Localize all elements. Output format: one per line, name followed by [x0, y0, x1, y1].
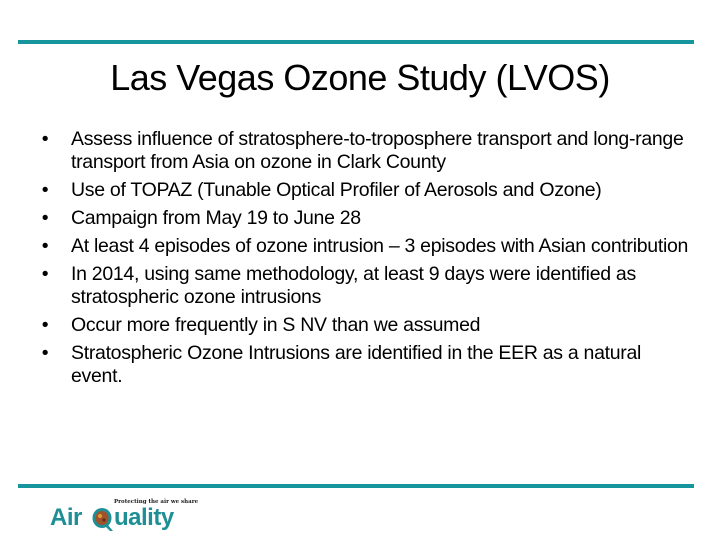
bullet-dot-icon: • [41, 128, 49, 150]
logo-tagline: Protecting the air we share [114, 499, 199, 505]
bullet-text: Campaign from May 19 to June 28 [71, 207, 361, 229]
bullet-dot-icon: • [41, 235, 49, 257]
bullet-text: Occur more frequently in S NV than we assumed [71, 314, 481, 336]
bullet-text: Stratospheric Ozone Intrusions are identified in the EER as a natural event. [71, 342, 642, 387]
slide-title: Las Vegas Ozone Study (LVOS) [110, 57, 610, 98]
top-divider-rule [18, 40, 694, 44]
logo-word-uality: uality [114, 504, 174, 531]
bullet-text: Assess influence of stratosphere-to-troposphere transport and long-range transport from Asia on ozone in Clark County [71, 128, 684, 173]
air-quality-q-emblem-icon [91, 507, 113, 531]
bullet-dot-icon: • [41, 342, 49, 364]
bullet-text: At least 4 episodes of ozone intrusion – 3 episodes with Asian contribution [71, 235, 689, 257]
bullet-dot-icon: • [41, 179, 49, 201]
logo-word-air: Air [50, 504, 82, 531]
bottom-divider-rule [18, 484, 694, 488]
bullet-dot-icon: • [41, 314, 49, 336]
bullet-item [34, 207, 694, 230]
bullet-item [34, 235, 694, 258]
bullet-text: In 2014, using same methodology, at least 9 days were identified as stratospheric ozone intrusions [71, 263, 636, 308]
air-quality-logo [48, 499, 199, 535]
bullet-item [34, 314, 694, 337]
bullet-dot-icon: • [41, 263, 49, 285]
bullet-dot-icon: • [41, 207, 49, 229]
bullet-text: Use of TOPAZ (Tunable Optical Profiler of Aerosols and Ozone) [71, 179, 602, 201]
bullet-item [34, 179, 694, 202]
bullet-item [34, 128, 694, 174]
bullet-list [34, 128, 694, 393]
bullet-item [34, 342, 694, 388]
bullet-item [34, 263, 694, 309]
